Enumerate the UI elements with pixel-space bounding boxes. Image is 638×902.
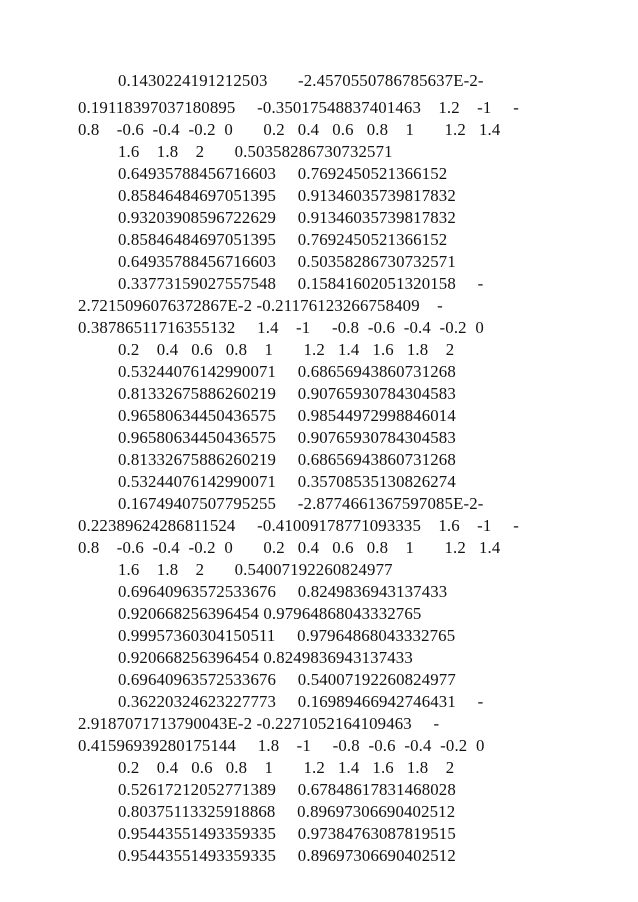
text-line-31: 0.41596939280175144 1.8 -1 -0.8 -0.6 -0.4 -0.2 0 (78, 736, 485, 755)
text-line-6: 0.85846484697051395 0.91346035739817832 (118, 186, 456, 205)
text-line-25: 0.920668256396454 0.97964868043332765 (118, 604, 422, 623)
text-line-1: 0.1430224191212503 -2.4570550786785637E-2- (118, 71, 484, 90)
text-line-28: 0.69640963572533676 0.54007192260824977 (118, 670, 456, 689)
text-line-13: 0.2 0.4 0.6 0.8 1 1.2 1.4 1.6 1.8 2 (118, 340, 455, 359)
text-line-5: 0.64935788456716603 0.7692450521366152 (118, 164, 448, 183)
text-line-14: 0.53244076142990071 0.68656943860731268 (118, 362, 456, 381)
text-line-11: 2.7215096076372867E-2 -0.21176123266758409 - (78, 296, 443, 315)
text-line-20: 0.16749407507795255 -2.8774661367597085E-2- (118, 494, 484, 513)
text-line-17: 0.96580634450436575 0.90765930784304583 (118, 428, 456, 447)
text-line-3: 0.8 -0.6 -0.4 -0.2 0 0.2 0.4 0.6 0.8 1 1.2 1.4 (78, 120, 501, 139)
text-line-12: 0.38786511716355132 1.4 -1 -0.8 -0.6 -0.4 -0.2 0 (78, 318, 484, 337)
text-line-27: 0.920668256396454 0.8249836943137433 (118, 648, 413, 667)
text-line-15: 0.81332675886260219 0.90765930784304583 (118, 384, 456, 403)
text-line-23: 1.6 1.8 2 0.54007192260824977 (118, 560, 393, 579)
text-line-24: 0.69640963572533676 0.8249836943137433 (118, 582, 448, 601)
text-line-30: 2.9187071713790043E-2 -0.2271052164109463 - (78, 714, 440, 733)
text-line-4: 1.6 1.8 2 0.50358286730732571 (118, 142, 393, 161)
text-line-22: 0.8 -0.6 -0.4 -0.2 0 0.2 0.4 0.6 0.8 1 1.2 1.4 (78, 538, 501, 557)
text-line-16: 0.96580634450436575 0.98544972998846014 (118, 406, 456, 425)
text-line-2: 0.19118397037180895 -0.35017548837401463 1.2 -1 - (78, 98, 519, 117)
text-line-21: 0.22389624286811524 -0.41009178771093335 1.6 -1 - (78, 516, 519, 535)
text-line-34: 0.80375113325918868 0.89697306690402512 (118, 802, 456, 821)
text-line-26: 0.99957360304150511 0.97964868043332765 (118, 626, 456, 645)
text-line-36: 0.95443551493359335 0.89697306690402512 (118, 846, 456, 865)
text-line-18: 0.81332675886260219 0.68656943860731268 (118, 450, 456, 469)
text-line-32: 0.2 0.4 0.6 0.8 1 1.2 1.4 1.6 1.8 2 (118, 758, 455, 777)
text-line-8: 0.85846484697051395 0.7692450521366152 (118, 230, 448, 249)
text-line-33: 0.52617212052771389 0.67848617831468028 (118, 780, 456, 799)
text-line-10: 0.33773159027557548 0.15841602051320158 - (118, 274, 484, 293)
text-line-7: 0.93203908596722629 0.91346035739817832 (118, 208, 456, 227)
text-line-9: 0.64935788456716603 0.50358286730732571 (118, 252, 456, 271)
text-line-19: 0.53244076142990071 0.35708535130826274 (118, 472, 456, 491)
text-line-29: 0.36220324623227773 0.16989466942746431 - (118, 692, 484, 711)
text-line-35: 0.95443551493359335 0.97384763087819515 (118, 824, 456, 843)
